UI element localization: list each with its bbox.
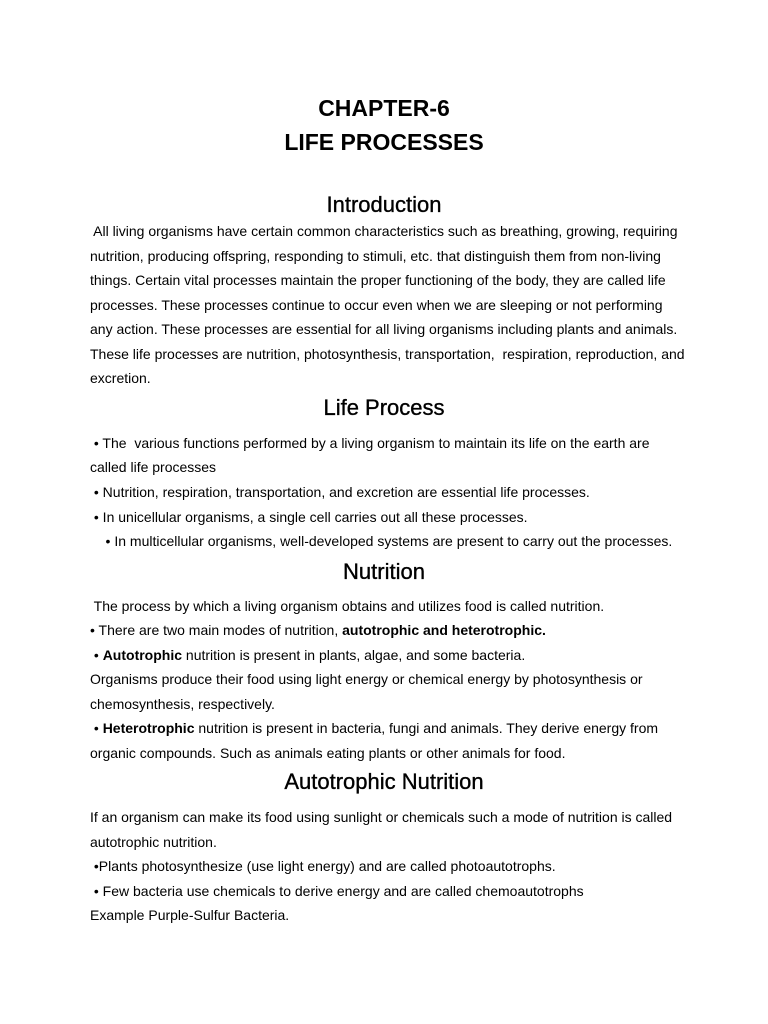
introduction-line: All living organisms have certain common characteristics such as breathing, growing, requiring — [90, 223, 678, 239]
life-process-bullet: • In unicellular organisms, a single cell carries out all these processes. — [90, 509, 528, 525]
heterotrophic-term: Heterotrophic — [102, 720, 195, 736]
life-process-bullet: • The various functions performed by a living organism to maintain its life on the earth are — [90, 435, 650, 451]
autotrophic-term: Autotrophic — [102, 647, 183, 663]
introduction-line: any action. These processes are essential for all living organisms including plants and animals. — [90, 321, 678, 337]
introduction-line: things. Certain vital processes maintain the proper functioning of the body, they are called life — [90, 272, 666, 288]
chapter-title: LIFE PROCESSES — [284, 129, 484, 155]
introduction-line: excretion. — [90, 370, 151, 386]
nutrition-line: chemosynthesis, respectively. — [90, 696, 275, 712]
life-process-line: called life processes — [90, 459, 217, 475]
autotrophic-nutrition-bullet: •Plants photosynthesize (use light energy) and are called photoautotrophs. — [90, 858, 556, 874]
life-process-heading: Life Process — [323, 395, 445, 420]
autotrophic-nutrition-line: autotrophic nutrition. — [90, 834, 217, 850]
autotrophic-nutrition-line: If an organism can make its food using sunlight or chemicals such a mode of nutrition is called — [90, 809, 673, 825]
nutrition-modes-line — [90, 620, 690, 640]
bullet-marker: • — [90, 720, 103, 736]
nutrition-modes-emphasis: autotrophic and heterotrophic. — [342, 622, 546, 638]
life-process-bullet: • In multicellular organisms, well-developed systems are present to carry out the processes. — [90, 533, 673, 549]
nutrition-modes-text: • There are two main modes of nutrition, — [90, 622, 343, 638]
nutrition-line: The process by which a living organism obtains and utilizes food is called nutrition. — [90, 598, 605, 614]
bullet-marker: • — [90, 647, 103, 663]
introduction-line: These life processes are nutrition, photosynthesis, transportation, respiration, reproduction, and — [90, 346, 685, 362]
nutrition-line: Organisms produce their food using light energy or chemical energy by photosynthesis or — [90, 671, 643, 687]
autotrophic-nutrition-heading: Autotrophic Nutrition — [284, 769, 484, 794]
introduction-line: processes. These processes continue to occur even when we are sleeping or not performing — [90, 297, 663, 313]
introduction-heading: Introduction — [326, 192, 442, 217]
nutrition-line: organic compounds. Such as animals eating plants or other animals for food. — [90, 745, 566, 761]
chapter-number: CHAPTER-6 — [318, 95, 450, 121]
autotrophic-nutrition-line: Example Purple-Sulfur Bacteria. — [90, 907, 290, 923]
autotrophic-description: nutrition is present in plants, algae, and some bacteria. — [182, 647, 526, 663]
introduction-line: nutrition, producing offspring, responding to stimuli, etc. that distinguish them from non-living — [90, 248, 661, 264]
autotrophic-nutrition-bullet: • Few bacteria use chemicals to derive energy and are called chemoautotrophs — [90, 883, 584, 899]
heterotrophic-bullet — [90, 718, 690, 738]
life-process-bullet: • Nutrition, respiration, transportation, and excretion are essential life processes. — [90, 484, 590, 500]
autotrophic-bullet — [90, 645, 690, 665]
nutrition-heading: Nutrition — [343, 559, 425, 584]
heterotrophic-description: nutrition is present in bacteria, fungi and animals. They derive energy from — [194, 720, 659, 736]
